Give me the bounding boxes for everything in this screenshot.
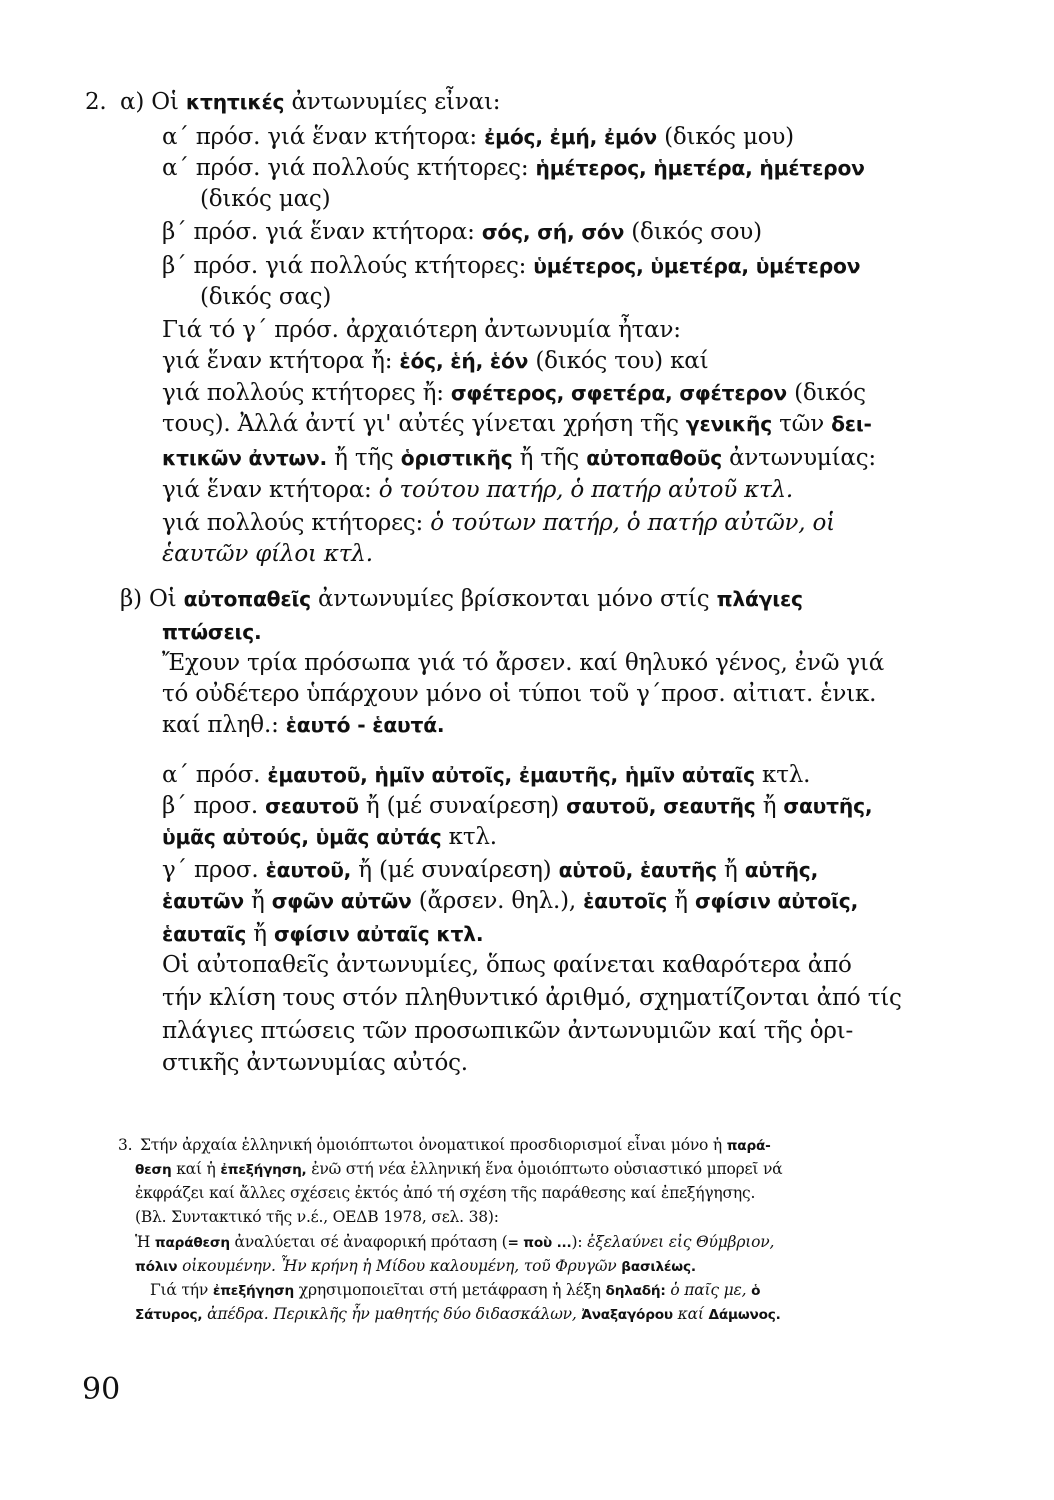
text-line: τους). Ἀλλά ἀντί γι' αὐτές γίνεται χρήση τῆς γενικῆς τῶν δει- xyxy=(162,411,872,437)
text-line: πλάγιες πτώσεις τῶν προσωπικῶν ἀντωνυμιῶν καί τῆς ὁρι- xyxy=(162,1018,854,1044)
text-line: α΄ πρόσ. γιά ἕναν κτήτορα: ἐμός, ἐμή, ἐμόν (δικός μου) xyxy=(162,124,794,150)
text-line: στικῆς ἀντωνυμίας αὐτός. xyxy=(162,1050,468,1076)
footnote-line: (Βλ. Συντακτικό τῆς ν.έ., ΟΕΔΒ 1978, σελ. 38): xyxy=(135,1208,499,1226)
text-line: β) Οἱ αὐτοπαθεῖς ἀντωνυμίες βρίσκονται μόνο στίς πλάγιες xyxy=(120,586,803,612)
footnote-line: Ἡ παράθεση ἀναλύεται σέ ἀναφορική πρόταση (= ποὺ ...): ἐξελαύνει εἰς Θύμβριον, xyxy=(135,1233,775,1251)
text-line: Ἔχουν τρία πρόσωπα γιά τό ἄρσεν. καί θηλυκό γένος, ἐνῶ γιά xyxy=(162,650,885,676)
text-line: β΄ προσ. σεαυτοῦ ἤ (μέ συναίρεση) σαυτοῦ, σεαυτῆς ἤ σαυτῆς, xyxy=(162,793,873,819)
text-line: β΄ πρόσ. γιά πολλούς κτήτορες: ὑμέτερος, ὑμετέρα, ὑμέτερον xyxy=(162,253,861,279)
footnote-line: θεση καί ἡ ἐπεξήγηση, ἐνῶ στή νέα ἑλληνική ἕνα ὁμοιόπτωτο οὐσιαστικό μπορεῖ νά xyxy=(135,1160,783,1178)
footnote-line: Γιά τήν ἐπεξήγηση χρησιμοποιεῖται στή μετάφραση ἡ λέξη δηλαδή: ὁ παῖς με, ὁ xyxy=(150,1281,761,1299)
text-line: α΄ πρόσ. γιά πολλούς κτήτορες: ἡμέτερος, ἡμετέρα, ἡμέτερον xyxy=(162,155,865,181)
text-line: (δικός μας) xyxy=(200,186,331,212)
text-line: ἑαυτῶν ἤ σφῶν αὐτῶν (ἄρσεν. θηλ.), ἑαυτοῖς ἤ σφίσιν αὐτοῖς, xyxy=(162,888,859,914)
text-line: πτώσεις. xyxy=(162,620,262,644)
text-line: γιά ἕναν κτήτορα ἤ: ἑός, ἑή, ἑόν (δικός του) καί xyxy=(162,348,709,374)
text-line: Οἱ αὐτοπαθεῖς ἀντωνυμίες, ὅπως φαίνεται καθαρότερα ἀπό xyxy=(162,952,852,978)
text-line: ἑαυτῶν φίλοι κτλ. xyxy=(162,541,373,567)
text-line: γιά ἕναν κτήτορα: ὁ τούτου πατήρ, ὁ πατήρ αὐτοῦ κτλ. xyxy=(162,477,794,503)
footnote-line: Στήν ἀρχαία ἑλληνική ὁμοιόπτωτοι ὀνοματικοί προσδιορισμοί εἶναι μόνο ἡ παρά- xyxy=(140,1136,771,1154)
page-number: 90 xyxy=(82,1372,121,1407)
text-line: γιά πολλούς κτήτορες ἤ: σφέτερος, σφετέρα, σφέτερον (δικός xyxy=(162,380,866,406)
text-line: β΄ πρόσ. γιά ἕναν κτήτορα: σός, σή, σόν (δικός σου) xyxy=(162,219,762,245)
text-line: ὑμᾶς αὐτούς, ὑμᾶς αὐτάς κτλ. xyxy=(162,824,497,850)
text-line: γιά πολλούς κτήτορες: ὁ τούτων πατήρ, ὁ πατήρ αὐτῶν, οἱ xyxy=(162,510,835,536)
section-number: 2. xyxy=(85,89,107,115)
text-line: Γιά τό γ΄ πρόσ. ἀρχαιότερη ἀντωνυμία ἦταν: xyxy=(162,317,681,343)
footnote-number: 3. xyxy=(118,1136,133,1154)
text-line: α΄ πρόσ. ἐμαυτοῦ, ἡμῖν αὐτοῖς, ἐμαυτῆς, ἡμῖν αὐταῖς κτλ. xyxy=(162,762,811,788)
footnote-line: πόλιν οἰκουμένην. Ἦν κρήνη ἡ Μίδου καλουμένη, τοῦ Φρυγῶν βασιλέως. xyxy=(135,1257,696,1275)
text-line: κτικῶν ἀντων. ἤ τῆς ὁριστικῆς ἤ τῆς αὐτοπαθοῦς ἀντωνυμίας: xyxy=(162,445,876,471)
text-line: τήν κλίση τους στόν πληθυντικό ἀριθμό, σχηματίζονται ἀπό τίς xyxy=(162,985,902,1011)
text-line: (δικός σας) xyxy=(200,284,332,310)
text-line: τό οὐδέτερο ὑπάρχουν μόνο οἱ τύποι τοῦ γ΄πρoσ. αἰτιατ. ἑνικ. xyxy=(162,681,877,707)
footnote-line: ἐκφράζει καί ἄλλες σχέσεις ἐκτός ἀπό τή σχέση τῆς παράθεσης καί ἐπεξήγησης. xyxy=(135,1184,756,1202)
footnote-line: Σάτυρος, ἀπέδρα. Περικλῆς ἦν μαθητής δύο διδασκάλων, Ἀναξαγόρου καί Δάμωνος. xyxy=(135,1305,781,1323)
text-line: γ΄ προσ. ἑαυτοῦ, ἤ (μέ συναίρεση) αὑτοῦ, ἑαυτῆς ἤ αὑτῆς, xyxy=(162,857,819,883)
text-line: καί πληθ.: ἑαυτό - ἑαυτά. xyxy=(162,712,445,738)
text-line: α) Οἱ κτητικές ἀντωνυμίες εἶναι: xyxy=(120,89,501,115)
text-line: ἑαυταῖς ἤ σφίσιν αὐταῖς κτλ. xyxy=(162,921,484,947)
